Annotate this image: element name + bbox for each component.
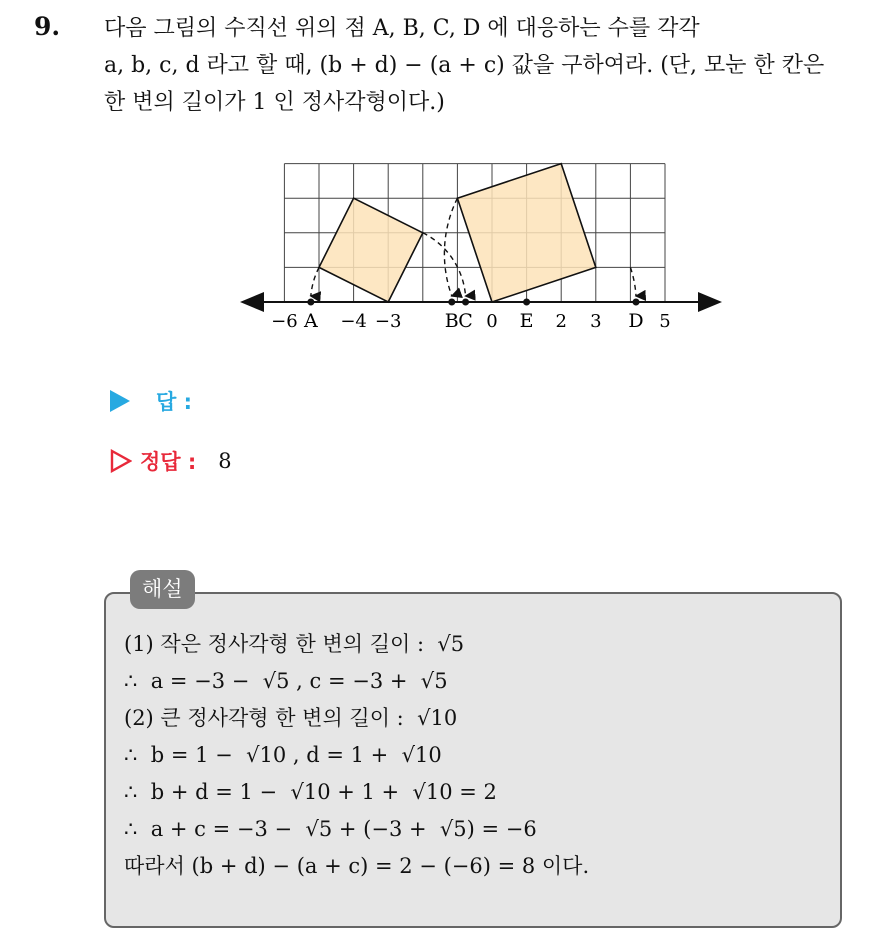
point-label-D: D <box>628 310 644 330</box>
arc-to-A <box>311 267 319 296</box>
point-D <box>633 299 640 306</box>
tick-label: −4 <box>340 311 367 330</box>
point-label-C: C <box>458 310 473 330</box>
number-line-figure <box>236 160 726 330</box>
question-number: 9. <box>34 12 61 41</box>
outline-triangle-icon <box>110 449 132 473</box>
correct-answer-value: 8 <box>218 449 232 473</box>
solution-lines <box>124 626 589 885</box>
solution-tab: 해설 <box>130 570 195 609</box>
tick-label: −6 <box>271 311 298 330</box>
large-square <box>457 164 595 302</box>
question-line-3: 한 변의 길이가 1 인 정사각형이다.) <box>104 90 445 115</box>
solution-line-7: 따라서 (b + d) − (a + c) = 2 − (−6) = 8 이다. <box>124 854 590 878</box>
point-C <box>462 299 469 306</box>
question-line-2: a, b, c, d 라고 할 때, (b + d) − (a + c) 값을 구하여라. (단, 모눈 한 칸은 <box>104 53 825 78</box>
solution-line-6: ∴ a + c = −3 − √5 + (−3 + √5) = −6 <box>124 817 537 841</box>
correct-answer-row <box>110 446 232 476</box>
solution-line-5: ∴ b + d = 1 − √10 + 1 + √10 = 2 <box>124 780 497 804</box>
answer-row <box>110 386 192 416</box>
arc-to-B <box>444 198 457 296</box>
tick-label: 5 <box>659 311 671 330</box>
answer-label: 답 : <box>156 390 192 414</box>
small-square <box>319 198 423 302</box>
solution-line-4: ∴ b = 1 − √10 , d = 1 + √10 <box>124 743 442 767</box>
tick-label: −3 <box>374 311 402 330</box>
point-E <box>523 299 530 306</box>
arc-to-C <box>423 233 466 296</box>
tick-label: 3 <box>590 311 602 330</box>
point-label-B: B <box>444 310 459 330</box>
solution-line-1: (1) 작은 정사각형 한 변의 길이 : √5 <box>124 632 465 656</box>
point-A <box>307 299 314 306</box>
point-B <box>448 299 455 306</box>
question-line-1: 다음 그림의 수직선 위의 점 A, B, C, D 에 대응하는 수를 각각 <box>104 16 700 41</box>
play-triangle-icon <box>110 390 130 412</box>
correct-answer-label: 정답 : <box>140 450 197 474</box>
tick-label: 0 <box>486 311 498 330</box>
solution-line-3: (2) 큰 정사각형 한 변의 길이 : √10 <box>124 706 458 730</box>
point-label-E: E <box>519 310 534 330</box>
point-label-A: A <box>303 310 318 330</box>
axis-labels <box>271 310 671 330</box>
tick-label: 2 <box>555 311 567 330</box>
solution-line-2: ∴ a = −3 − √5 , c = −3 + √5 <box>124 669 448 693</box>
question-text <box>104 10 864 121</box>
arc-to-D <box>630 267 636 296</box>
